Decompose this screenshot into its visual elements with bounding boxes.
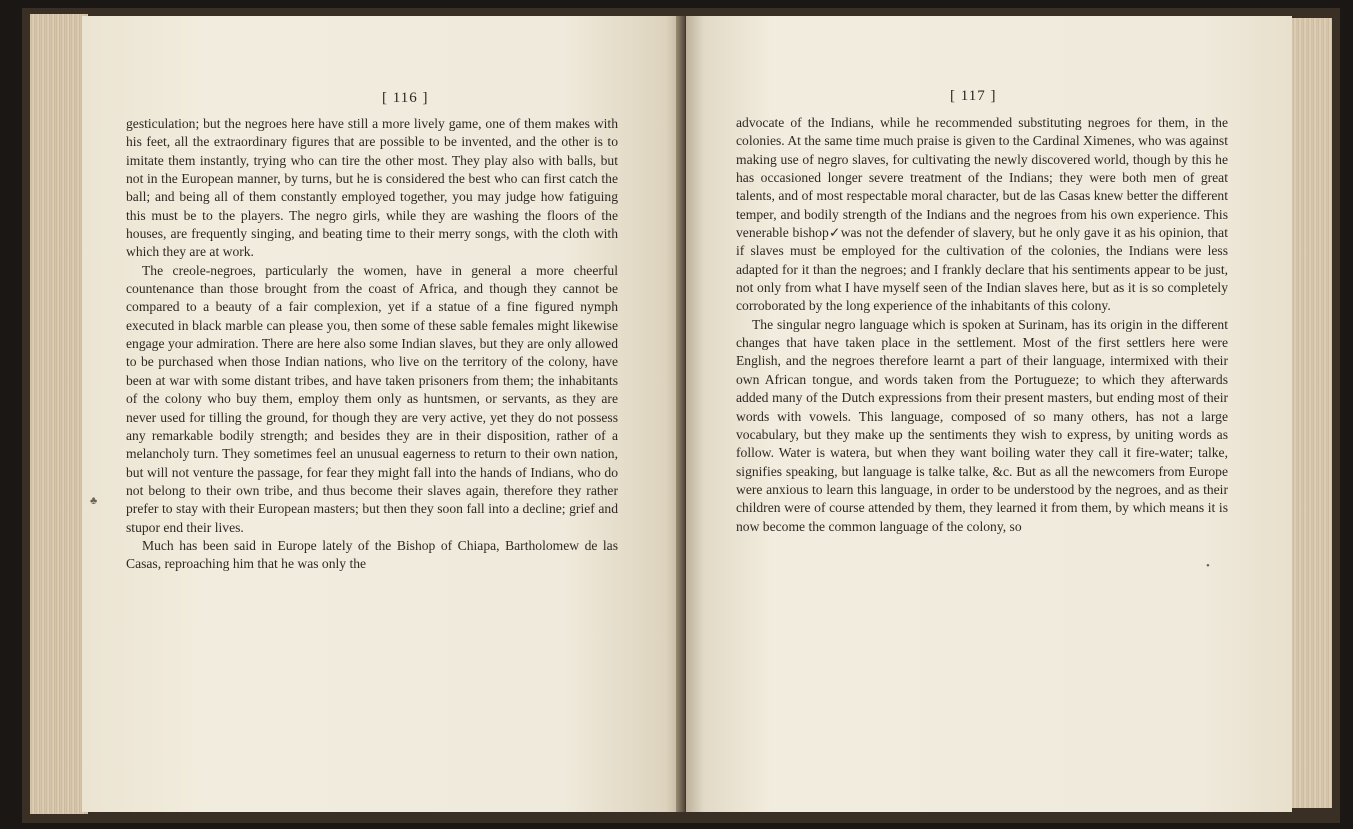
- paragraph: Much has been said in Europe lately of the Bishop of Chiapa, Bartholomew de las Casas, reproaching him that he was only the: [126, 537, 618, 572]
- paragraph: The creole-negroes, particularly the women, have in general a more cheerful countenance than those brought from the coast of Africa, and though they cannot be compared to a beauty of a fair complexion, yet if a statue of a fine figured nymph executed in black marble can please you, then some of these sable females might likewise engage your admiration. There are here also some Indian slaves, but they are only allowed to be purchased when those Indian nations, who live on the territory of the colony, have been at war with some distant tribes, and have taken prisoners from them; the inhabitants of the colony who buy them, employ them only as huntsmen, or servants, as they are never used for tilling the ground, for though they are very active, yet they do not possess any remarkable bodily strength; and besides they are in their disposition, rather of a melancholy turn. They sometimes feel an unusual eagerness to return to their own nation, but will not venture the passage, for fear they might fall into the hands of Indians, who do not belong to their own tribe, and thus become their slaves again, therefore they rather prefer to stay with their European masters; but then they soon fall into a decline; grief and stupor end their lives.: [126, 262, 618, 535]
- paragraph: The singular negro language which is spoken at Surinam, has its origin in the different changes that have taken place in the settlement. Most of the first settlers here were English, and the negroes therefore learnt a part of their language, intermixed with their own African tongue, and words taken from the Portugueze; to which they afterwards added many of the Dutch expressions from their present masters, but ending most of their words with vowels. This language, composed of so many others, has not a large vocabulary, but they make up the sentiments they wish to express, by uniting words as follow. Water is watera, but when they want boiling water they call it fire-water; talke, signifies speaking, but language is talke talke, &c. But as all the newcomers from Europe were anxious to learn this language, in order to be understood by the negroes, and as their children were of course attended by them, they learned it from them, by which means it is now become the common language of the colony, so: [736, 316, 1228, 534]
- page-number-left: [ 116 ]: [382, 90, 429, 106]
- marginal-mark-left: ♣: [90, 495, 98, 507]
- paragraph: gesticulation; but the negroes here have still a more lively game, one of them makes with his feet, all the extraordinary figures that are possible to be invented, and the other is to imitate them instantly, trying who can tire the other most. They play also with balls, but not in the European manner, by turns, but he is considered the best who can first catch the ball; and being all of them constantly employed together, you may judge how fatiguing this must be to the players. The negro girls, while they are washing the floors of the houses, are frequently singing, and beating time to their merry songs, with the cloth with which they are at work.: [126, 116, 618, 260]
- left-page: [82, 16, 684, 812]
- page-edges-left: [30, 14, 88, 814]
- page-edges-right: [1288, 18, 1332, 808]
- page-number-right: [ 117 ]: [950, 88, 997, 104]
- left-page-text: [126, 115, 618, 574]
- marginal-mark-right: •: [1206, 560, 1210, 572]
- right-page-text: [736, 114, 1228, 536]
- right-page: [686, 16, 1292, 812]
- paragraph: advocate of the Indians, while he recommended substituting negroes for them, in the colonies. At the same time much praise is given to the Cardinal Ximenes, who was against making use of negro slaves, for cultivating the newly discovered world, though by this he has occasioned longer severe treatment of the Indians; they were both men of great talents, and of most respectable moral character, but de las Casas knew better the different temper, and bodily strength of the Indians and the negroes from his own experience. This venerable bishop✓was not the defender of slavery, but he only gave it as his opinion, that if slaves must be employed for the cultivation of the colonies, the Indians were less adapted for it than the negroes; and I frankly declare that his sentiments appear to be just, not only from what I have myself seen of the Indian slaves here, but as it is so completely corroborated by the long experience of the inhabitants of this colony.: [736, 115, 1228, 314]
